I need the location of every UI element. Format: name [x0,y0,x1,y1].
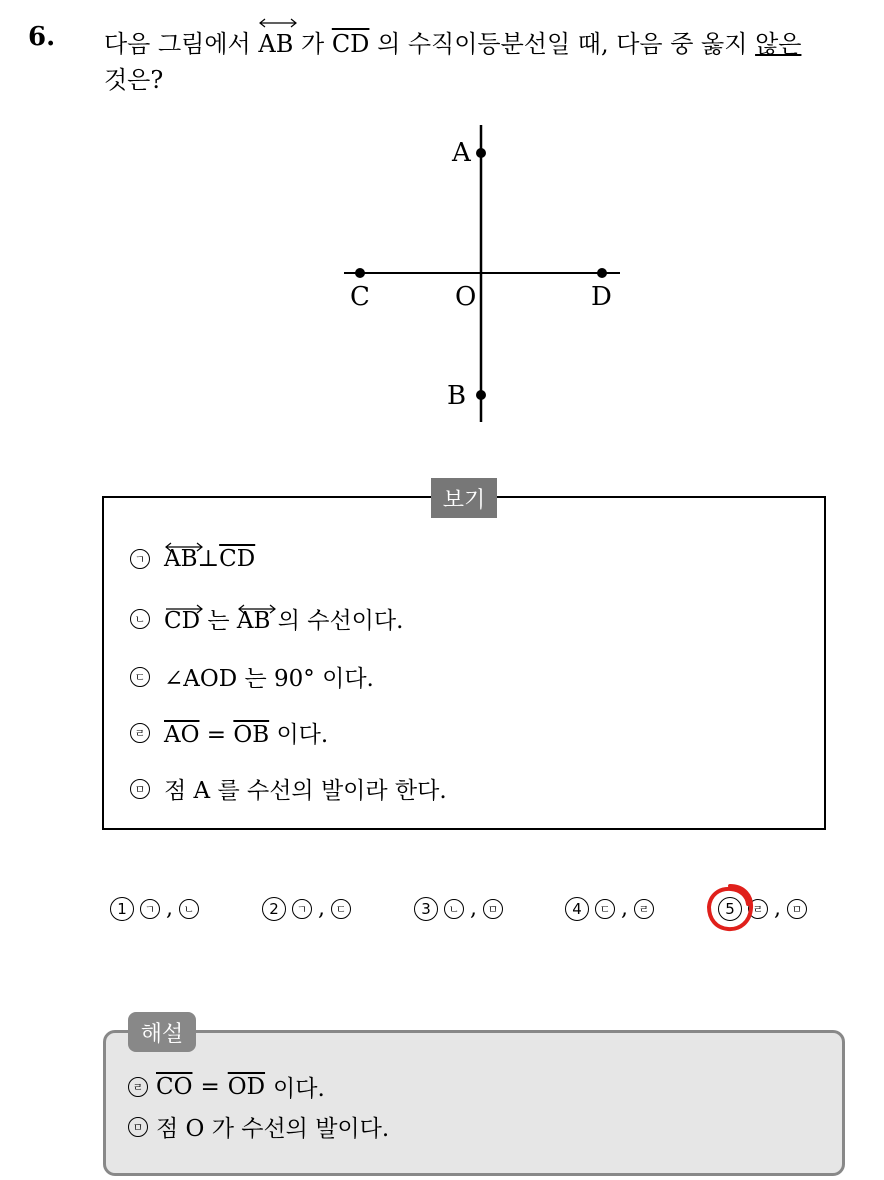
choice-marker: ㄷ [595,899,615,919]
line-ab-label: AB [236,608,271,634]
item-text: 이다. [276,722,329,748]
line-ab-notation [237,608,271,634]
question-text [104,22,801,66]
line-ab-label: AB [258,30,294,58]
item-marker: ㄱ [130,549,150,569]
label-o: O [455,282,477,312]
question-text-line2: 것은? [104,66,164,94]
example-item [130,772,447,805]
choice-3[interactable]: 3 ㄴ , ㅁ [414,896,503,921]
item-marker: ㄴ [130,609,150,629]
label-c: C [350,282,370,312]
example-item [130,660,374,693]
equals-sign: = [206,722,227,748]
choice-4[interactable]: 4 ㄷ , ㄹ [565,896,654,921]
choice-marker: ㄹ [748,899,768,919]
item-text: 는 [207,608,230,634]
question-text-part: 의 수직이등분선일 때, 다음 중 옳지 [377,30,748,58]
item-marker: ㅁ [128,1117,148,1137]
item-content [164,716,328,749]
choice-marker: ㄷ [331,899,351,919]
choice-marker: ㄴ [179,899,199,919]
solution-text: 점 O 가 수선의 발이다. [156,1116,390,1142]
item-text: 의 수선이다. [277,608,404,634]
segment-cd-label: $\overline{CD}$ [219,546,256,572]
item-marker: ㅁ [130,779,150,799]
equals-sign: = [200,1073,220,1100]
choice-marker: ㅁ [483,899,503,919]
perp-symbol: ⊥ [197,546,220,572]
question-text-part: 다음 그림에서 [104,30,251,58]
example-item [130,716,328,749]
point-b [476,390,486,400]
segment-co-label: $\overline{CO}$ [156,1073,193,1100]
question-number: 6. [28,22,56,52]
segment-cd-label: $\overline{CD}$ [331,30,370,58]
choice-marker: ㅁ [787,899,807,919]
solution-line [128,1110,389,1143]
ray-cd-label: CD [164,608,201,634]
point-a [476,148,486,158]
solution-box [103,1030,845,1176]
solution-text: 이다. [273,1076,325,1102]
line-ab-notation [258,22,293,66]
choice-number: 2 [262,897,286,921]
segment-ao-label: $\overline{AO}$ [164,722,200,748]
item-marker: ㄹ [128,1077,148,1097]
right-arrow-icon [164,604,204,614]
example-item [130,602,403,635]
choice-number: 5 [718,897,742,921]
double-arrow-icon [258,18,298,28]
choice-marker: ㄱ [292,899,312,919]
label-b: B [447,381,467,411]
item-marker: ㄹ [130,723,150,743]
segment-od-label: $\overline{OD}$ [227,1073,266,1100]
double-arrow-icon [164,542,204,552]
answer-circle-mark [704,882,756,934]
point-d [597,268,607,278]
choice-1[interactable]: 1 ㄱ , ㄴ [110,896,199,921]
choice-marker: ㄴ [444,899,464,919]
choice-marker: ㄱ [140,899,160,919]
item-content [164,546,255,572]
choice-5[interactable]: 5 ㄹ , ㅁ [718,896,807,921]
segment-ob-label: $\overline{OB}$ [233,722,270,748]
item-marker: ㄷ [130,667,150,687]
point-c [355,268,365,278]
question-text-part: 가 [300,30,325,58]
line-ab-label: AB [164,546,198,572]
choice-number: 3 [414,897,438,921]
solution-line [128,1070,325,1103]
solution-title: 해설 [128,1012,196,1052]
choice-2[interactable]: 2 ㄱ , ㄷ [262,896,351,921]
choice-marker: ㄹ [634,899,654,919]
choice-number: 1 [110,897,134,921]
examples-box-title: 보기 [431,478,497,518]
perpendicular-figure [330,120,630,430]
example-item [130,546,255,572]
item-content [164,602,403,635]
label-a: A [452,138,471,168]
ray-cd-notation [164,608,200,634]
item-text: ∠AOD 는 90° 이다. [164,666,374,692]
choice-number: 4 [565,897,589,921]
label-d: D [591,282,612,312]
line-ab-notation [164,546,198,572]
double-arrow-icon [237,604,277,614]
item-text: 점 A 를 수선의 발이라 한다. [164,778,447,804]
underlined-word: 않은 [755,30,802,58]
